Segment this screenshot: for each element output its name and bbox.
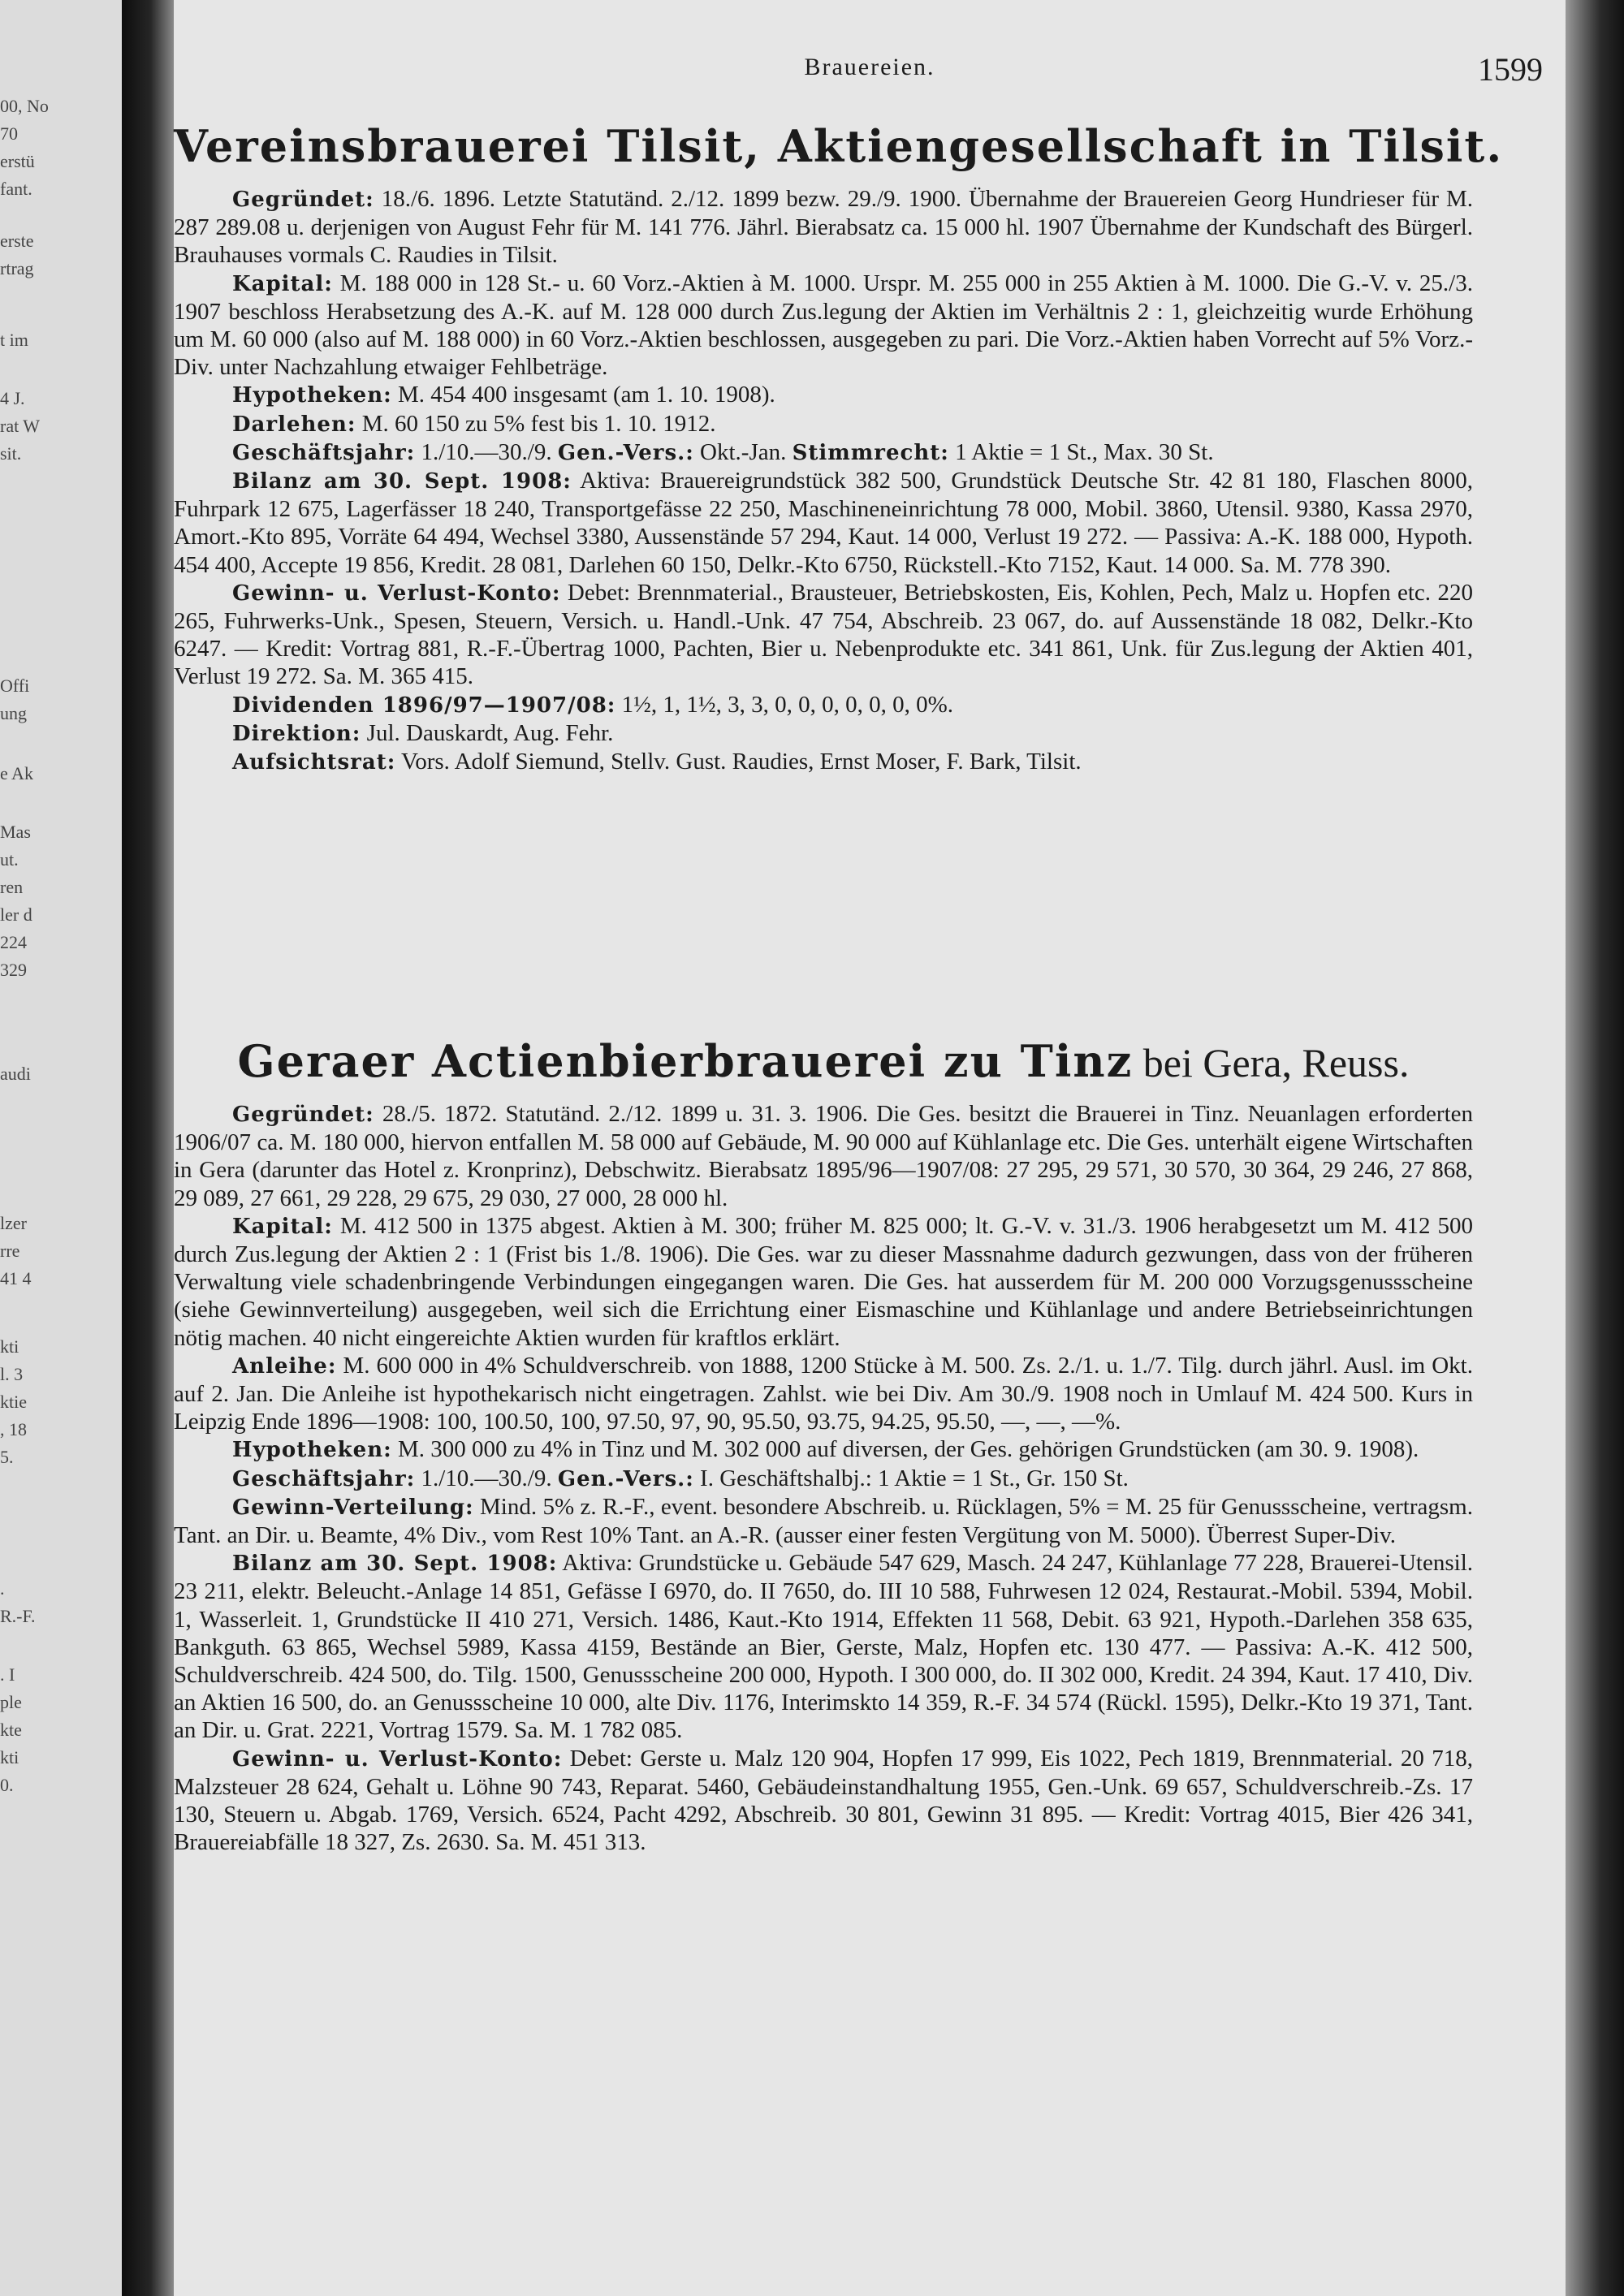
- facing-page-text-fragment: ktie: [0, 1392, 27, 1412]
- section-label: Kapital:: [232, 1214, 333, 1239]
- facing-page-text-fragment: Mas: [0, 822, 31, 842]
- section-label: Stimmrecht:: [792, 440, 949, 465]
- facing-page-text-fragment: Offi: [0, 675, 30, 696]
- entry-paragraph: [174, 467, 1473, 579]
- section-label: Gegründet:: [232, 1103, 374, 1127]
- company-entry-vereinsbrauerei-tilsit: [174, 120, 1504, 776]
- facing-page-text-fragment: sit.: [0, 443, 22, 464]
- facing-page-text-fragment: e Ak: [0, 763, 33, 783]
- facing-page-text-fragment: ung: [0, 703, 27, 723]
- book-gutter-shadow: [122, 0, 174, 2296]
- section-label: Kapital:: [232, 271, 333, 296]
- section-label: Gewinn-Verteilung:: [232, 1495, 474, 1520]
- section-text: Aktiva: Grundstücke u. Gebäude 547 629, Masch. 24 247, Kühlanlage 77 228, Brauerei-Utensil. 23 211, elektr. Beleucht.-Anlage 14 851, Gefässe I 6970, do. II 7650, do. III 10 588, Fuhrwesen 12 024, Restaurat.-Mobil. 5394, Mobil. 1, Wasserleit. 1, Grundstücke II 410 271, Versich. 1486, Kaut.-Kto 1914, Effekten 11 568, Debit. 63 921, Hypoth.-Darlehen 358 635, Bankguth. 63 865, Wechsel 5989, Kassa 4159, Bestände an Bier, Gerste, Malz, Hopfen etc. 130 477. — Passiva: A.-K. 412 500, Schuldverschreib. 424 500, do. Tilg. 1500, Genussscheine 200 000, Hypoth. I 300 000, do. II 302 000, Kredit. 24 394, Kaut. 17 410, Div. an Aktien 16 500, do. an Genussscheine 10 000, alte Div. 1176, Interimskto 14 359, R.-F. 34 574 (Rückl. 1595), Delkr.-Kto 19 371, Tant. an Dir. u. Grat. 2221, Vortrag 1579. Sa. M. 1 782 085.: [174, 1550, 1474, 1744]
- facing-page-text-fragment: . I: [0, 1664, 15, 1685]
- section-label: Dividenden 1896/97—1907/08:: [232, 693, 616, 718]
- entry-paragraph: [174, 691, 1473, 719]
- section-text: M. 300 000 zu 4% in Tinz und M. 302 000 auf diversen, der Ges. gehörigen Grundstücken (am 30. 9. 1908).: [391, 1436, 1419, 1463]
- company-entry-geraer-actienbierbrauerei: [174, 1035, 1473, 1856]
- section-label: Anleihe:: [232, 1353, 337, 1379]
- section-label: Aufsichtsrat:: [232, 750, 396, 775]
- entry-paragraph: [174, 270, 1473, 382]
- facing-page-text-fragment: 224: [0, 932, 27, 952]
- entry-title: [174, 120, 1504, 172]
- entry-paragraph: [174, 438, 1473, 467]
- facing-page-text-fragment: 0.: [0, 1775, 14, 1795]
- facing-page-text-fragment: 70: [0, 123, 18, 144]
- facing-page-text-fragment: ple: [0, 1692, 22, 1712]
- section-text: M. 600 000 in 4% Schuldverschreib. von 1888, 1200 Stücke à M. 500. Zs. 2./1. u. 1./7. Tilg. durch jährl. Ausl. im Okt. auf 2. Jan. Die Anleihe ist hypothekarisch nicht eingetragen. Zahlst. wie bei Div. Am 30./9. 1908 noch in Umlauf M. 424 500. Kurs in Leipzig Ende 1896—1908: 100, 100.50, 100, 97.50, 97, 90, 95.50, 93.75, 94.25, 95.50, —, —, —%.: [174, 1352, 1473, 1435]
- section-label: Bilanz am 30. Sept. 1908:: [232, 469, 572, 494]
- section-text: Debet: Gerste u. Malz 120 904, Hopfen 17 999, Eis 1022, Pech 1819, Brennmaterial. 20 718, Malzsteuer 28 624, Gehalt u. Löhne 90 743, Reparat. 5460, Gebäudeinstandhaltung 1955, Gen.-Unk. 69 657, Schuldverschreib.-Zs. 17 130, Steuern u. Abgab. 1769, Versich. 6524, Pacht 4292, Abschreib. 30 801, Gewinn 31 895. — Kredit: Vortrag 4015, Bier 426 341, Brauereiabfälle 18 327, Zs. 2630. Sa. M. 451 313.: [174, 1745, 1473, 1856]
- section-text: 18./6. 1896. Letzte Statutänd. 2./12. 1899 bezw. 29./9. 1900. Übernahme der Brauereien Georg Hundrieser für M. 287 289.08 u. derjenigen von August Fehr für M. 141 776. Jährl. Bierabsatz ca. 15 000 hl. 1907 Übernahme der Kundschaft des Bürgerl. Brauhauses vormals C. Raudies in Tilsit.: [174, 186, 1473, 269]
- facing-page-text-fragment: R.-F.: [0, 1606, 36, 1626]
- facing-page-text-fragment: , 18: [0, 1419, 27, 1439]
- section-text: M. 188 000 in 128 St.- u. 60 Vorz.-Aktien à M. 1000. Urspr. M. 255 000 in 255 Aktien à M. 1000. Die G.-V. v. 25./3. 1907 beschloss Herabsetzung des A.-K. auf M. 128 000 durch Zus.legung der Aktien im Verhältnis 2 : 1, gleichzeitig wurde Erhöhung um M. 60 000 (also auf M. 188 000) in 60 Vorz.-Aktien beschlossen, ausgegeben zu pari. Die Vorz.-Aktien haben Vorrecht auf 5% Vorz.-Div. unter Nachzahlung etwaiger Fehlbeträge.: [174, 270, 1473, 381]
- section-label: Geschäftsjahr:: [232, 1466, 416, 1491]
- entry-paragraph: [174, 719, 1473, 748]
- facing-page-text-fragment: lzer: [0, 1213, 27, 1233]
- entry-paragraph: [174, 579, 1473, 691]
- facing-page-text-fragment: 329: [0, 960, 27, 980]
- section-text: Debet: Brennmaterial., Brausteuer, Betriebskosten, Eis, Kohlen, Pech, Malz u. Hopfen etc. 220 265, Fuhrwerks-Unk., Spesen, Steuern, Versich. u. Handl.-Unk. 47 754, Abschreib. 23 067, do. auf Aussenstände 18 082, Delkr.-Kto 6247. — Kredit: Vortrag 881, R.-F.-Übertrag 1000, Pachten, Bier u. Nebenprodukte etc. 341 861, Unk. für Zus.legung der Aktien 401, Verlust 19 272. Sa. M. 365 415.: [174, 579, 1473, 690]
- facing-page-text-fragment: kti: [0, 1747, 19, 1767]
- section-label: Hypotheken:: [232, 383, 392, 408]
- section-text: M. 454 400 insgesamt (am 1. 10. 1908).: [391, 382, 775, 408]
- facing-page-text-fragment: l. 3: [0, 1364, 24, 1384]
- section-label: Bilanz am 30. Sept. 1908:: [232, 1552, 558, 1577]
- entry-paragraph: [174, 381, 1473, 409]
- facing-page-text-fragment: kte: [0, 1720, 22, 1740]
- facing-page-text-fragment: ren: [0, 877, 24, 897]
- section-label: Gewinn- u. Verlust-Konto:: [232, 580, 561, 606]
- entry-paragraph: [174, 748, 1473, 776]
- entry-paragraph: [174, 1435, 1473, 1464]
- entry-paragraph: [174, 1549, 1473, 1744]
- section-text: I. Geschäftshalbj.: 1 Aktie = 1 St., Gr. 150 St.: [693, 1465, 1129, 1491]
- facing-page-fragment: [0, 0, 122, 2296]
- facing-page-text-fragment: 4 J.: [0, 388, 25, 408]
- entry-title-main: Vereinsbrauerei Tilsit, Aktiengesellschaft in Tilsit.: [174, 120, 1504, 172]
- facing-page-text-fragment: erste: [0, 231, 34, 251]
- entry-title: [174, 1035, 1473, 1087]
- entry-paragraph: [174, 185, 1473, 270]
- section-text: 28./5. 1872. Statutänd. 2./12. 1899 u. 31. 3. 1906. Die Ges. besitzt die Brauerei in Tinz. Neuanlagen erforderten 1906/07 ca. M. 180 000, hiervon entfallen M. 58 000 auf Gebäude, M. 90 000 auf Kühlanlage etc. Die Ges. unterhält eigene Wirtschaften in Gera (darunter das Hotel z. Kronprinz), Debschwitz. Bierabsatz 1895/96—1907/08: 27 295, 29 571, 30 570, 30 364, 29 246, 27 868, 29 089, 27 661, 29 228, 29 675, 29 030, 27 000, 28 000 hl.: [174, 1101, 1473, 1211]
- facing-page-text-fragment: 5.: [0, 1447, 14, 1467]
- section-label: Geschäftsjahr:: [232, 440, 416, 465]
- section-text: 1./10.—30./9.: [415, 1465, 558, 1491]
- section-label: Gegründet:: [232, 188, 374, 212]
- section-label: Gen.-Vers.:: [557, 1466, 694, 1491]
- entry-title-location: bei Gera, Reuss.: [1133, 1040, 1410, 1085]
- page: [174, 0, 1566, 2296]
- section-text: M. 60 150 zu 5% fest bis 1. 10. 1912.: [356, 410, 716, 437]
- section-label: Darlehen:: [232, 412, 356, 437]
- facing-page-text-fragment: ler d: [0, 904, 32, 925]
- facing-page-text-fragment: t im: [0, 330, 28, 350]
- page-header: [174, 51, 1566, 88]
- page-edge-shadow: [1566, 0, 1624, 2296]
- section-text: Aktiva: Brauereigrundstück 382 500, Grundstück Deutsche Str. 42 81 180, Flaschen 8000, Fuhrpark 12 675, Lagerfässer 18 240, Transportgefässe 22 250, Maschineneinrichtung 78 000, Mobil. 3860, Utensil. 9380, Kassa 2970, Amort.-Kto 895, Vorräte 64 494, Wechsel 3380, Aussenstände 57 294, Kaut. 14 000, Verlust 19 272. — Passiva: A.-K. 188 000, Hypoth. 454 400, Accepte 19 856, Kredit. 28 081, Darlehen 60 150, Delkr.-Kto 6750, Rückstell.-Kto 7152, Kaut. 14 000. Sa. M. 778 390.: [174, 468, 1473, 578]
- facing-page-text-fragment: rat W: [0, 416, 41, 436]
- entry-paragraph: [174, 1465, 1473, 1493]
- entry-paragraph: [174, 1493, 1473, 1549]
- section-text: 1./10.—30./9.: [415, 438, 558, 465]
- facing-page-text-fragment: ut.: [0, 849, 19, 870]
- section-label: Hypotheken:: [232, 1438, 392, 1463]
- section-label: Direktion:: [232, 721, 361, 746]
- facing-page-text-fragment: audi: [0, 1064, 31, 1084]
- entry-title-main: Geraer Actienbierbrauerei zu Tinz: [237, 1035, 1134, 1087]
- facing-page-text-fragment: erstü: [0, 151, 35, 171]
- section-label: Gen.-Vers.:: [557, 440, 694, 465]
- section-text: M. 412 500 in 1375 abgest. Aktien à M. 300; früher M. 825 000; lt. G.-V. v. 31./3. 1906 herabgesetzt um M. 412 500 durch Zus.legung der Aktien 2 : 1 (Frist bis 1./8. 1906). Die Ges. war zu dieser Massnahme dadurch gezwungen, dass von der früheren Verwaltung viele schadenbringende Verbindungen eingegangen waren. Die Ges. hat ausserdem für M. 200 000 Vorzugsgenussscheine (siehe Gewinnverteilung) ausgegeben, weil sich die Errichtung einer Eismaschine und Kühlanlage und andere Betriebseinrichtungen nötig machen. 40 nicht eingereichte Aktien wurden für kraftlos erklärt.: [174, 1212, 1473, 1351]
- entry-paragraph: [174, 1352, 1473, 1436]
- page-number: 1599: [1478, 51, 1543, 88]
- entry-paragraph: [174, 1212, 1473, 1352]
- section-text: 1½, 1, 1½, 3, 3, 0, 0, 0, 0, 0, 0, 0%.: [615, 691, 954, 718]
- facing-page-text-fragment: rtrag: [0, 258, 34, 278]
- entry-paragraph: [174, 1745, 1473, 1857]
- entry-paragraph: [174, 410, 1473, 438]
- entry-paragraph: [174, 1100, 1473, 1212]
- facing-page-text-fragment: 00, No: [0, 96, 49, 116]
- section-text: 1 Aktie = 1 St., Max. 30 St.: [948, 438, 1214, 465]
- facing-page-text-fragment: fant.: [0, 179, 32, 199]
- section-text: Mind. 5% z. R.-F., event. besondere Abschreib. u. Rücklagen, 5% = M. 25 für Genussscheine, vertragsm. Tant. an Dir. u. Beamte, 4% Div., vom Rest 10% Tant. an A.-R. (ausser einer festen Vergütung von M. 5000). Überrest Super-Div.: [174, 1493, 1473, 1549]
- section-text: Okt.-Jan.: [693, 438, 793, 465]
- facing-page-text-fragment: rre: [0, 1241, 20, 1261]
- section-text: Jul. Dauskardt, Aug. Fehr.: [361, 719, 614, 746]
- facing-page-text-fragment: .: [0, 1578, 5, 1599]
- section-label: Gewinn- u. Verlust-Konto:: [232, 1746, 563, 1772]
- facing-page-text-fragment: kti: [0, 1336, 19, 1357]
- running-head: Brauereien.: [804, 54, 935, 80]
- facing-page-text-fragment: 41 4: [0, 1268, 32, 1288]
- section-text: Vors. Adolf Siemund, Stellv. Gust. Raudies, Ernst Moser, F. Bark, Tilsit.: [395, 749, 1082, 775]
